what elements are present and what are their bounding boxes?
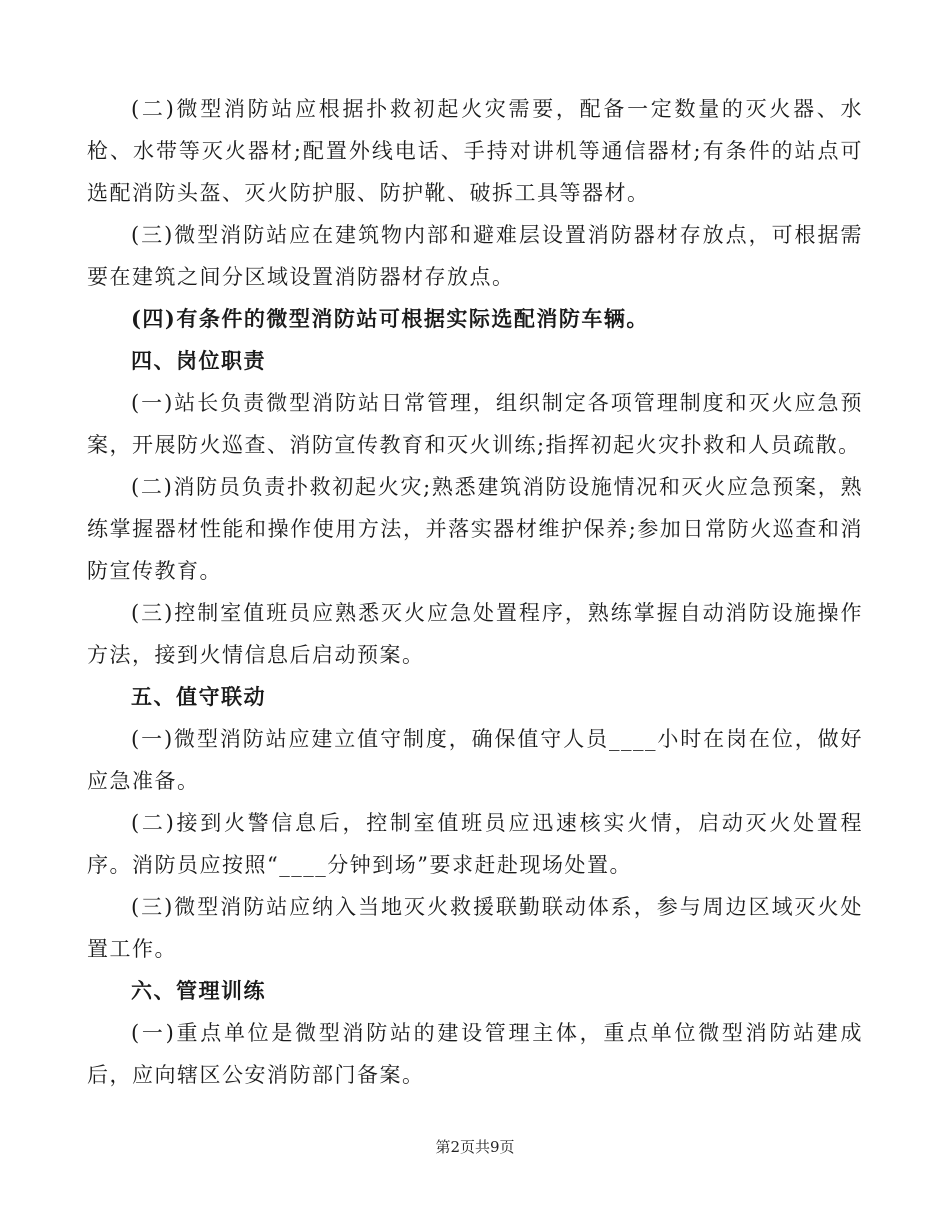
paragraph: (一)微型消防站应建立值守制度，确保值守人员____小时在岗在位，做好应急准备。 bbox=[87, 727, 863, 793]
page-number-footer: 第2页共9页 bbox=[435, 1138, 515, 1156]
paragraph: (四)有条件的微型消防站可根据实际选配消防车辆。 bbox=[131, 306, 649, 331]
paragraph: (一)站长负责微型消防站日常管理，组织制定各项管理制度和灭火应急预案，开展防火巡查、消防宣传教育和灭火训练;指挥初起火灾扑救和人员疏散。 bbox=[87, 391, 863, 457]
paragraph: (三)微型消防站应纳入当地灭火救援联勤联动体系，参与周边区域灭火处置工作。 bbox=[87, 895, 863, 961]
paragraph: (三)控制室值班员应熟悉灭火应急处置程序，熟练掌握自动消防设施操作方法，接到火情信息后启动预案。 bbox=[87, 601, 863, 667]
section-heading: 五、值守联动 bbox=[131, 684, 266, 709]
section-heading: 四、岗位职责 bbox=[131, 348, 266, 373]
document-body bbox=[87, 88, 863, 1096]
paragraph: (三)微型消防站应在建筑物内部和避难层设置消防器材存放点，可根据需要在建筑之间分区域设置消防器材存放点。 bbox=[87, 223, 863, 289]
section-heading: 六、管理训练 bbox=[131, 978, 266, 1003]
paragraph: (一)重点单位是微型消防站的建设管理主体，重点单位微型消防站建成后，应向辖区公安消防部门备案。 bbox=[87, 1021, 863, 1087]
paragraph: (二)微型消防站应根据扑救初起火灾需要，配备一定数量的灭火器、水枪、水带等灭火器材;配置外线电话、手持对讲机等通信器材;有条件的站点可选配消防头盔、灭火防护服、防护靴、破拆工具等器材。 bbox=[87, 97, 863, 205]
paragraph: (二)接到火警信息后，控制室值班员应迅速核实火情，启动灭火处置程序。消防员应按照“____分钟到场”要求赶赴现场处置。 bbox=[87, 811, 863, 877]
paragraph: (二)消防员负责扑救初起火灾;熟悉建筑消防设施情况和灭火应急预案，熟练掌握器材性能和操作使用方法，并落实器材维护保养;参加日常防火巡查和消防宣传教育。 bbox=[87, 475, 863, 583]
